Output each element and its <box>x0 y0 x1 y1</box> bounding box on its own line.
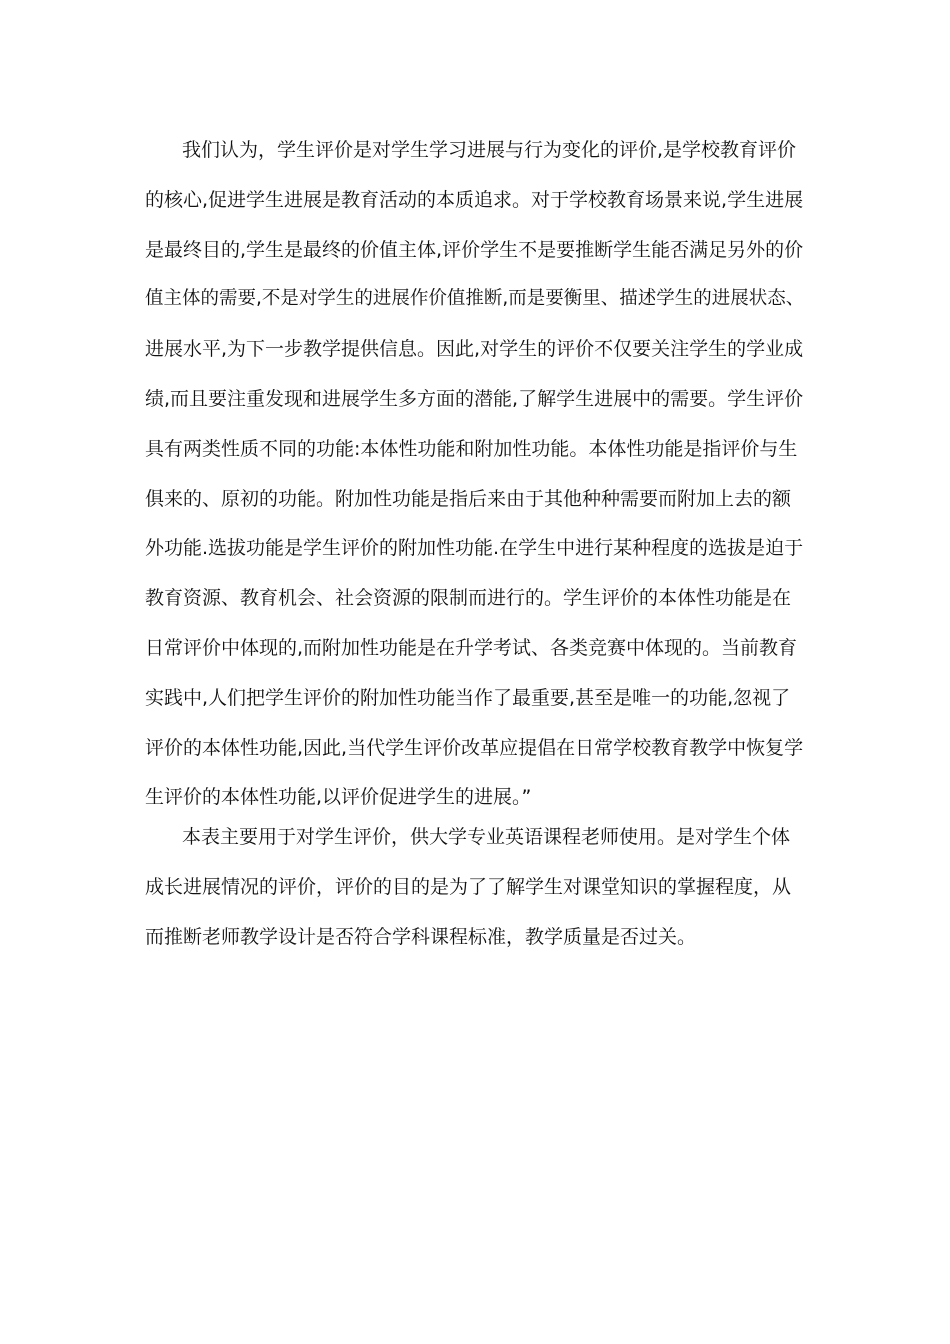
paragraph-line: 我们认为，学生评价是对学生学习进展与行为变化的评价,是学校教育评价 <box>182 139 797 161</box>
paragraph-line: 本表主要用于对学生评价，供大学专业英语课程老师使用。是对学生个体 <box>182 826 791 848</box>
paragraph-line: 的核心,促进学生进展是教育活动的本质追求。对于学校教育场景来说,学生进展 <box>145 188 804 211</box>
paragraph-student-evaluation <box>145 134 810 831</box>
paragraph-line: 值主体的需要,不是对学生的进展作价值推断,而是要衡里、描述学生的进展状态、 <box>145 288 805 310</box>
paragraph-line: 生评价的本体性功能,以评价促进学生的进展。” <box>145 786 532 809</box>
paragraph-line: 进展水平,为下一步教学提供信息。因此,对学生的评价不仅要关注学生的学业成 <box>145 338 804 361</box>
paragraph-line: 外功能.选拔功能是学生评价的附加性功能.在学生中进行某种程度的选拔是迫于 <box>145 537 804 560</box>
paragraph-line: 评价的本体性功能,因此,当代学生评价改革应提倡在日常学校教育教学中恢复学 <box>145 736 804 759</box>
paragraph-line: 是最终目的,学生是最终的价值主体,评价学生不是要推断学生能否满足另外的价 <box>145 238 804 261</box>
paragraph-table-purpose <box>145 821 810 970</box>
paragraph-line: 教育资源、教育机会、社会资源的限制而进行的。学生评价的本体性功能是在 <box>145 587 792 610</box>
paragraph-line: 绩,而且要注重发现和进展学生多方面的潜能,了解学生进展中的需要。学生评价 <box>145 387 804 410</box>
paragraph-line: 成长进展情况的评价，评价的目的是为了了解学生对课堂知识的掌握程度，从 <box>145 875 792 898</box>
paragraph-line: 而推断老师教学设计是否符合学科课程标准，教学质量是否过关。 <box>145 925 697 948</box>
paragraph-line: 日常评价中体现的,而附加性功能是在升学考试、各类竞赛中体现的。当前教育 <box>145 636 798 659</box>
paragraph-line: 俱来的、原初的功能。附加性功能是指后来由于其他种种需要而附加上去的额 <box>145 487 792 510</box>
paragraph-line: 实践中,人们把学生评价的附加性功能当作了最重要,甚至是唯一的功能,忽视了 <box>145 686 791 709</box>
paragraph-line: 具有两类性质不同的功能:本体性功能和附加性功能。本体性功能是指评价与生 <box>145 437 798 460</box>
